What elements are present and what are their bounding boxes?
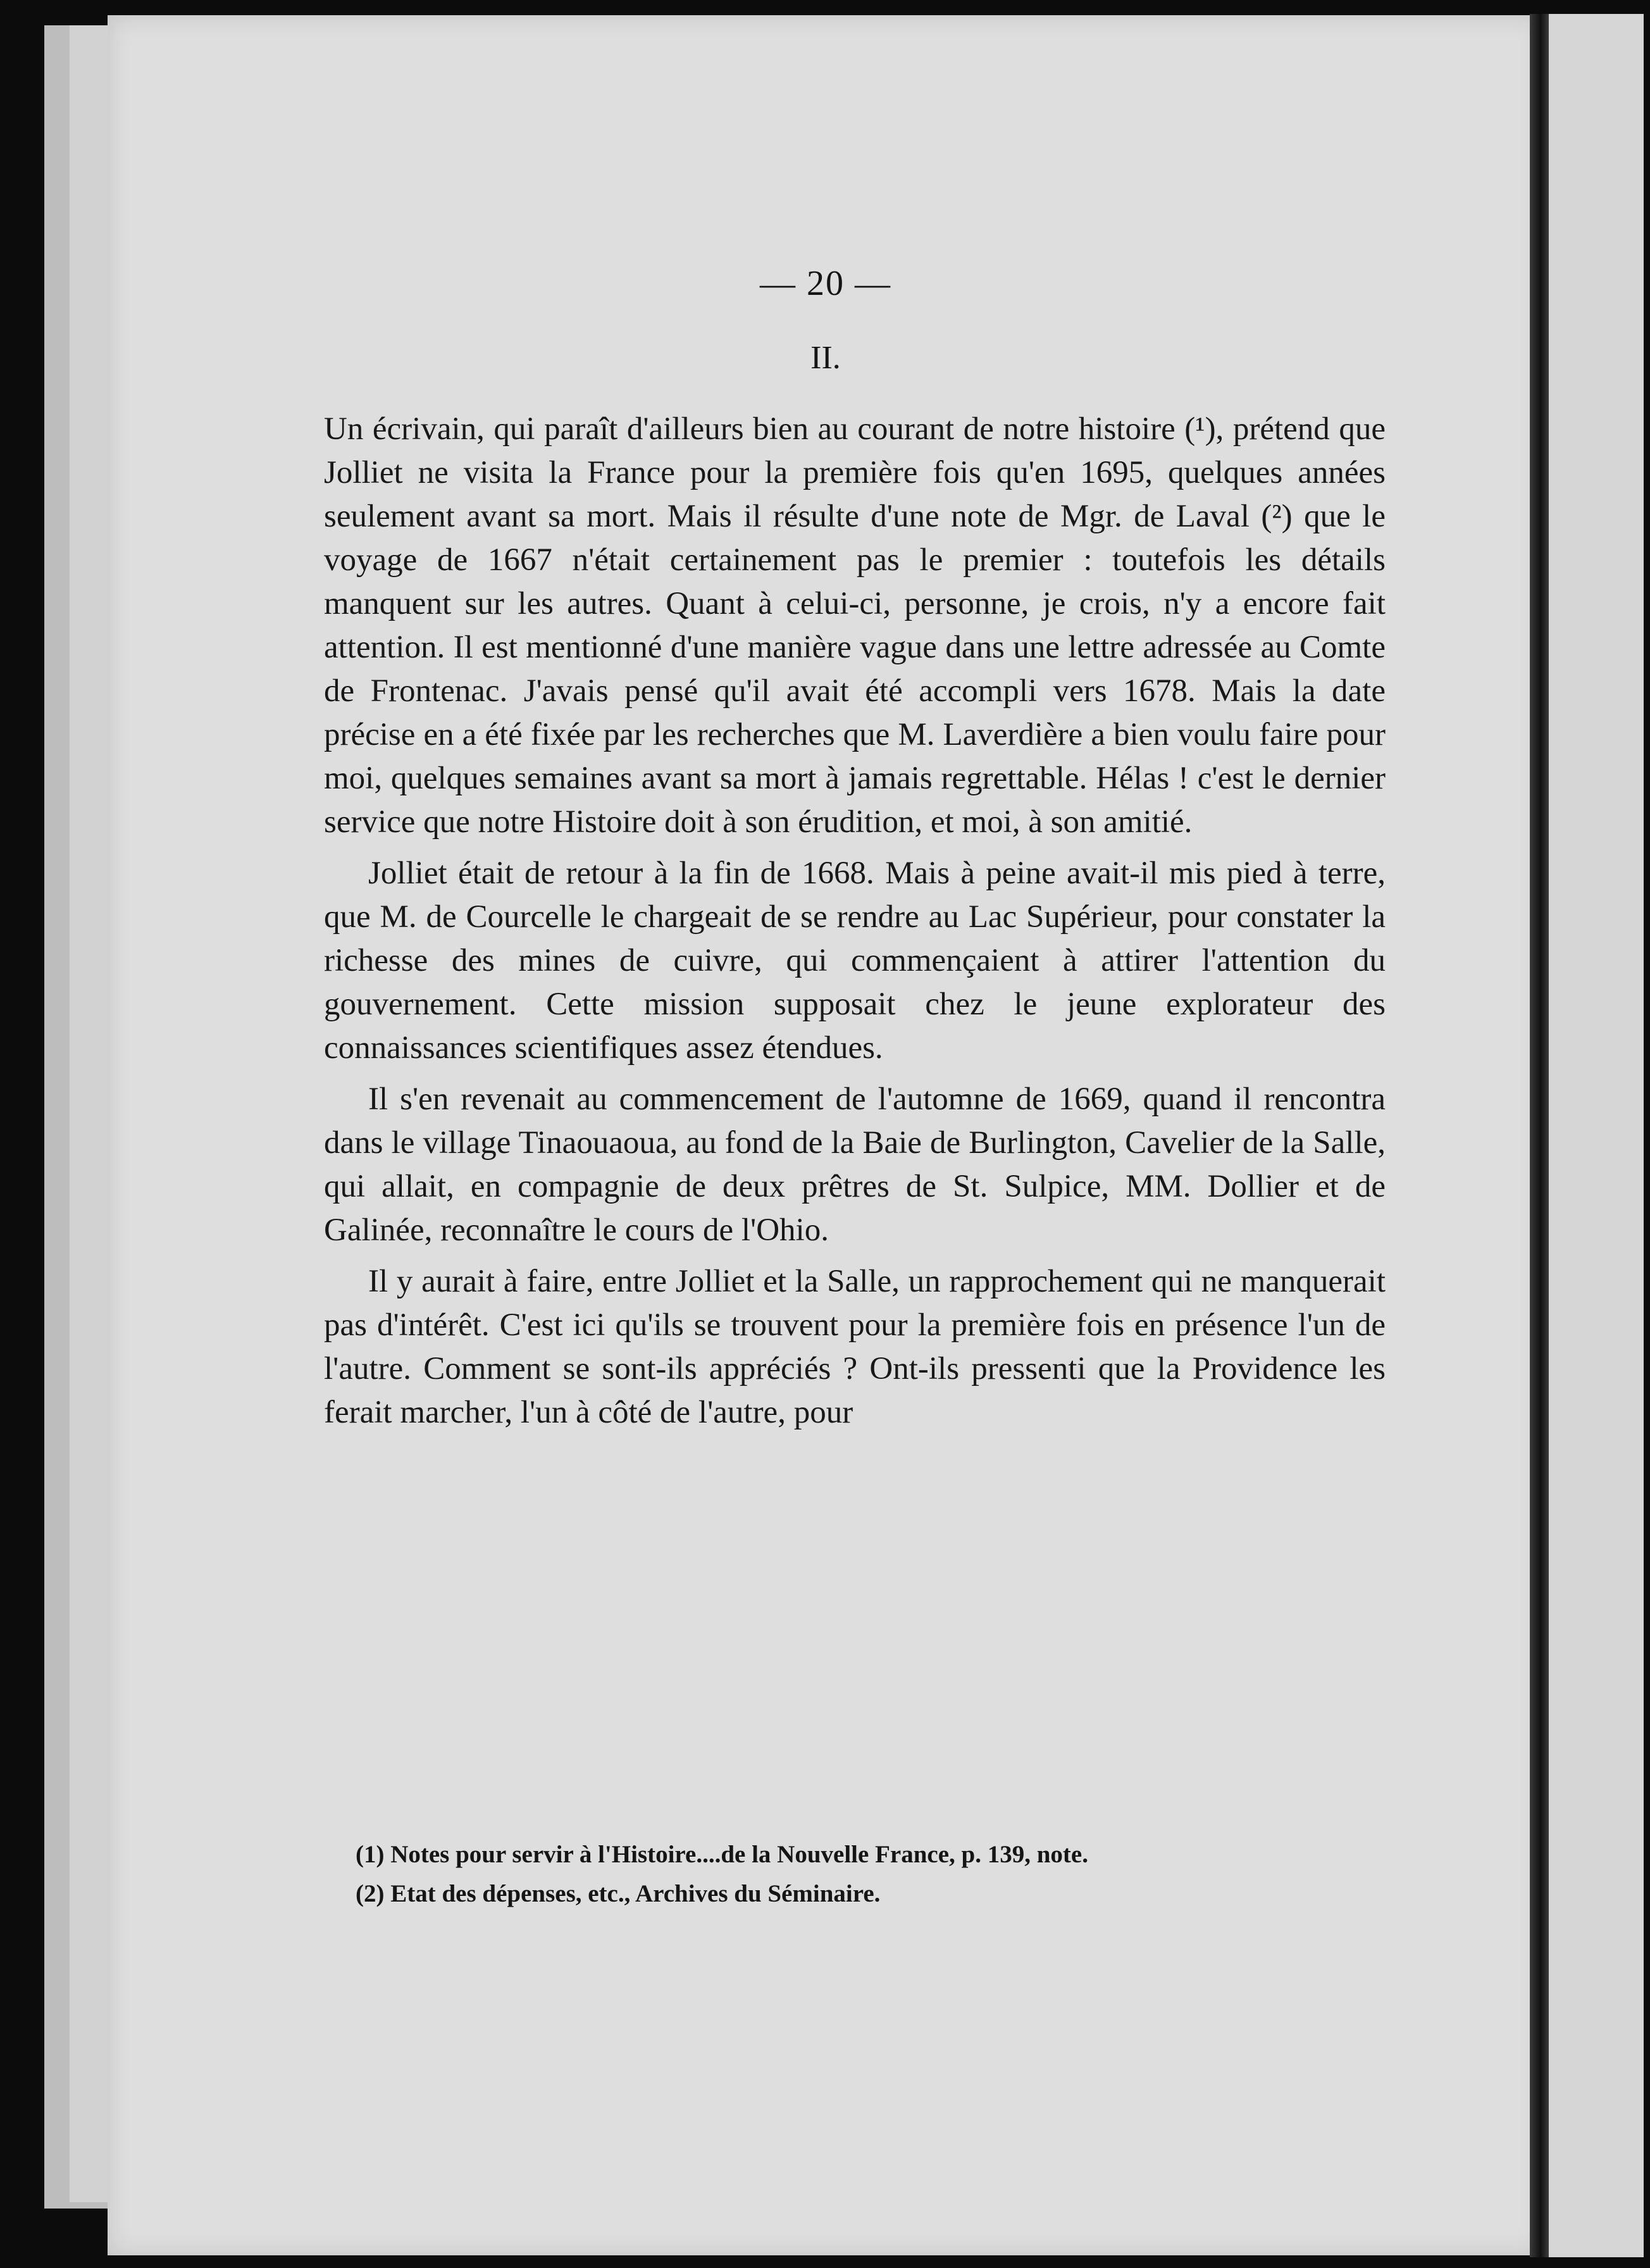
book-gutter xyxy=(1530,14,1551,2257)
facing-page-edge xyxy=(1549,14,1644,2257)
footnote-1: (1) Notes pour servir à l'Histoire....de la Nouvelle France, p. 139, note. xyxy=(356,1841,1088,1868)
paragraph-4: Il y aurait à faire, entre Jolliet et la Salle, un rapprochement qui ne manquerait pas d'intérêt. C'est ici qu'ils se trouvent pour la première fois en présence l'un de l'autre. Comment se sont-ils appréciés ? Ont-ils pressenti que la Providence les ferait marcher, l'un à côté de l'autre, pour xyxy=(324,1264,1386,1430)
footnotes xyxy=(324,1838,1386,1911)
paragraph-3: Il s'en revenait au commencement de l'automne de 1669, quand il rencontra dans le village Tinaouaoua, au fond de la Baie de Burlington, Cavelier de la Salle, qui allait, en compagnie de deux prêtres de St. Sulpice, MM. Dollier et de Galinée, reconnaître le cours de l'Ohio. xyxy=(324,1081,1386,1248)
body-text xyxy=(324,408,1386,1442)
footnote-2: (2) Etat des dépenses, etc., Archives du Séminaire. xyxy=(356,1880,881,1907)
book-page xyxy=(108,15,1544,2255)
paragraph-1: Un écrivain, qui paraît d'ailleurs bien au courant de notre histoire (¹), prétend que Jolliet ne visita la France pour la première fois qu'en 1695, quelques années seulement avant sa mort. Mais il résulte d'une note de Mgr. de Laval (²) que le voyage de 1667 n'était certainement pas le premier : toutefois les détails manquent sur les autres. Quant à celui-ci, personne, je crois, n'y a encore fait attention. Il est mentionné d'une manière vague dans une lettre adressée au Comte de Frontenac. J'avais pensé qu'il avait été accompli vers 1678. Mais la date précise en a été fixée par les recherches que M. Laverdière a bien voulu faire pour moi, quelques semaines avant sa mort à jamais regrettable. Hélas ! c'est le dernier service que notre Histoire doit à son érudition, et moi, à son amitié. xyxy=(324,411,1386,840)
section-heading: II. xyxy=(810,340,841,376)
paragraph-2: Jolliet était de retour à la fin de 1668. Mais à peine avait-il mis pied à terre, que M. de Courcelle le chargeait de se rendre au Lac Supérieur, pour constater la richesse des mines de cuivre, qui commençaient à attirer l'attention du gouvernement. Cette mission supposait chez le jeune explorateur des connaissances scientifiques assez étendues. xyxy=(324,856,1386,1066)
page-number: — 20 — xyxy=(760,264,891,303)
